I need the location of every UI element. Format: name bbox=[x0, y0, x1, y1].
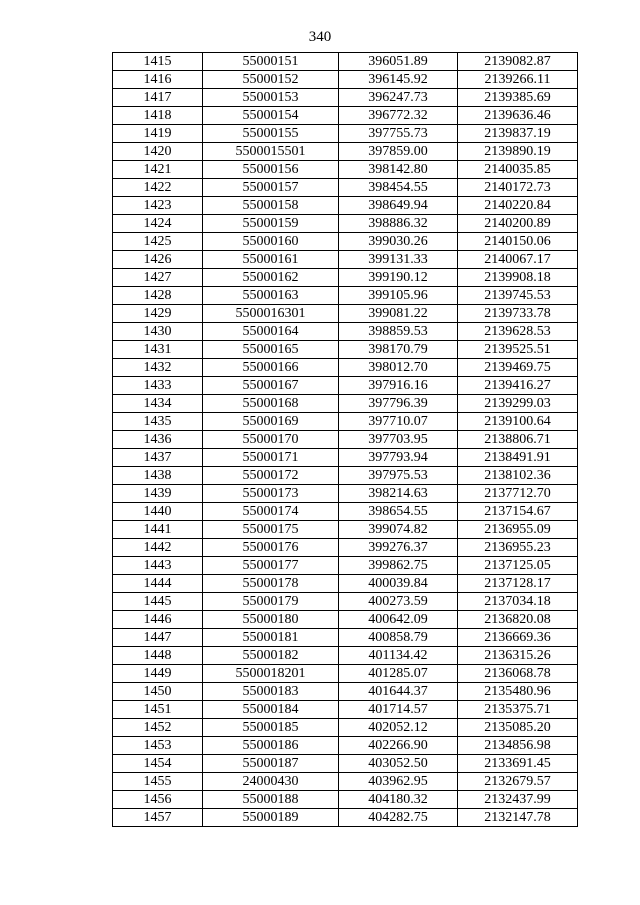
table-row bbox=[113, 449, 578, 467]
x-coordinate-cell: 400642.09 bbox=[339, 611, 458, 629]
point-id-cell: 55000161 bbox=[203, 251, 339, 269]
y-coordinate-cell: 2140150.06 bbox=[458, 233, 578, 251]
table-row bbox=[113, 215, 578, 233]
point-number-cell: 1439 bbox=[113, 485, 203, 503]
x-coordinate-cell: 398454.55 bbox=[339, 179, 458, 197]
x-coordinate-cell: 404282.75 bbox=[339, 809, 458, 827]
table-row bbox=[113, 773, 578, 791]
y-coordinate-cell: 2139266.11 bbox=[458, 71, 578, 89]
point-number-cell: 1451 bbox=[113, 701, 203, 719]
point-number-cell: 1428 bbox=[113, 287, 203, 305]
x-coordinate-cell: 398859.53 bbox=[339, 323, 458, 341]
table-row bbox=[113, 143, 578, 161]
table-row bbox=[113, 737, 578, 755]
y-coordinate-cell: 2136315.26 bbox=[458, 647, 578, 665]
point-id-cell: 55000176 bbox=[203, 539, 339, 557]
point-number-cell: 1420 bbox=[113, 143, 203, 161]
x-coordinate-cell: 402052.12 bbox=[339, 719, 458, 737]
point-number-cell: 1434 bbox=[113, 395, 203, 413]
table-row bbox=[113, 791, 578, 809]
x-coordinate-cell: 398886.32 bbox=[339, 215, 458, 233]
point-number-cell: 1454 bbox=[113, 755, 203, 773]
point-id-cell: 55000180 bbox=[203, 611, 339, 629]
table-row bbox=[113, 395, 578, 413]
point-number-cell: 1433 bbox=[113, 377, 203, 395]
x-coordinate-cell: 396772.32 bbox=[339, 107, 458, 125]
page-number: 340 bbox=[308, 29, 332, 45]
point-number-cell: 1431 bbox=[113, 341, 203, 359]
point-number-cell: 1425 bbox=[113, 233, 203, 251]
table-row bbox=[113, 53, 578, 71]
point-number-cell: 1453 bbox=[113, 737, 203, 755]
point-number-cell: 1450 bbox=[113, 683, 203, 701]
x-coordinate-cell: 399105.96 bbox=[339, 287, 458, 305]
table-row bbox=[113, 755, 578, 773]
x-coordinate-cell: 397796.39 bbox=[339, 395, 458, 413]
table-row bbox=[113, 161, 578, 179]
x-coordinate-cell: 398012.70 bbox=[339, 359, 458, 377]
x-coordinate-cell: 399131.33 bbox=[339, 251, 458, 269]
point-number-cell: 1418 bbox=[113, 107, 203, 125]
x-coordinate-cell: 397793.94 bbox=[339, 449, 458, 467]
point-id-cell: 55000184 bbox=[203, 701, 339, 719]
point-id-cell: 55000181 bbox=[203, 629, 339, 647]
y-coordinate-cell: 2139837.19 bbox=[458, 125, 578, 143]
x-coordinate-cell: 396145.92 bbox=[339, 71, 458, 89]
point-id-cell: 5500018201 bbox=[203, 665, 339, 683]
point-number-cell: 1443 bbox=[113, 557, 203, 575]
x-coordinate-cell: 398170.79 bbox=[339, 341, 458, 359]
point-number-cell: 1419 bbox=[113, 125, 203, 143]
y-coordinate-cell: 2139733.78 bbox=[458, 305, 578, 323]
y-coordinate-cell: 2137128.17 bbox=[458, 575, 578, 593]
x-coordinate-cell: 404180.32 bbox=[339, 791, 458, 809]
x-coordinate-cell: 398142.80 bbox=[339, 161, 458, 179]
point-id-cell: 55000183 bbox=[203, 683, 339, 701]
y-coordinate-cell: 2135480.96 bbox=[458, 683, 578, 701]
x-coordinate-cell: 396247.73 bbox=[339, 89, 458, 107]
table-row bbox=[113, 107, 578, 125]
point-number-cell: 1421 bbox=[113, 161, 203, 179]
x-coordinate-cell: 401285.07 bbox=[339, 665, 458, 683]
x-coordinate-cell: 401714.57 bbox=[339, 701, 458, 719]
point-number-cell: 1415 bbox=[113, 53, 203, 71]
point-id-cell: 55000171 bbox=[203, 449, 339, 467]
point-number-cell: 1456 bbox=[113, 791, 203, 809]
point-id-cell: 55000169 bbox=[203, 413, 339, 431]
y-coordinate-cell: 2139100.64 bbox=[458, 413, 578, 431]
table-row bbox=[113, 593, 578, 611]
point-number-cell: 1452 bbox=[113, 719, 203, 737]
y-coordinate-cell: 2137034.18 bbox=[458, 593, 578, 611]
table-row bbox=[113, 251, 578, 269]
point-id-cell: 55000178 bbox=[203, 575, 339, 593]
y-coordinate-cell: 2132147.78 bbox=[458, 809, 578, 827]
point-id-cell: 55000179 bbox=[203, 593, 339, 611]
point-id-cell: 55000172 bbox=[203, 467, 339, 485]
point-number-cell: 1445 bbox=[113, 593, 203, 611]
point-number-cell: 1429 bbox=[113, 305, 203, 323]
y-coordinate-cell: 2137154.67 bbox=[458, 503, 578, 521]
x-coordinate-cell: 399862.75 bbox=[339, 557, 458, 575]
y-coordinate-cell: 2140200.89 bbox=[458, 215, 578, 233]
point-number-cell: 1441 bbox=[113, 521, 203, 539]
point-number-cell: 1449 bbox=[113, 665, 203, 683]
point-id-cell: 55000177 bbox=[203, 557, 339, 575]
table-row bbox=[113, 611, 578, 629]
point-id-cell: 24000430 bbox=[203, 773, 339, 791]
point-id-cell: 55000158 bbox=[203, 197, 339, 215]
x-coordinate-cell: 397703.95 bbox=[339, 431, 458, 449]
y-coordinate-cell: 2134856.98 bbox=[458, 737, 578, 755]
table-row bbox=[113, 197, 578, 215]
point-number-cell: 1432 bbox=[113, 359, 203, 377]
x-coordinate-cell: 397710.07 bbox=[339, 413, 458, 431]
x-coordinate-cell: 399030.26 bbox=[339, 233, 458, 251]
table-row bbox=[113, 557, 578, 575]
y-coordinate-cell: 2139299.03 bbox=[458, 395, 578, 413]
table-row bbox=[113, 359, 578, 377]
point-id-cell: 55000185 bbox=[203, 719, 339, 737]
point-number-cell: 1422 bbox=[113, 179, 203, 197]
point-id-cell: 55000162 bbox=[203, 269, 339, 287]
point-id-cell: 5500016301 bbox=[203, 305, 339, 323]
x-coordinate-cell: 398214.63 bbox=[339, 485, 458, 503]
table-row bbox=[113, 701, 578, 719]
point-id-cell: 55000166 bbox=[203, 359, 339, 377]
y-coordinate-cell: 2140067.17 bbox=[458, 251, 578, 269]
table-row bbox=[113, 413, 578, 431]
point-id-cell: 55000151 bbox=[203, 53, 339, 71]
y-coordinate-cell: 2139890.19 bbox=[458, 143, 578, 161]
x-coordinate-cell: 399276.37 bbox=[339, 539, 458, 557]
table-row bbox=[113, 71, 578, 89]
x-coordinate-cell: 399081.22 bbox=[339, 305, 458, 323]
x-coordinate-cell: 401134.42 bbox=[339, 647, 458, 665]
y-coordinate-cell: 2140035.85 bbox=[458, 161, 578, 179]
x-coordinate-cell: 398649.94 bbox=[339, 197, 458, 215]
table-row bbox=[113, 647, 578, 665]
point-number-cell: 1417 bbox=[113, 89, 203, 107]
point-number-cell: 1447 bbox=[113, 629, 203, 647]
point-id-cell: 55000173 bbox=[203, 485, 339, 503]
y-coordinate-cell: 2136955.09 bbox=[458, 521, 578, 539]
y-coordinate-cell: 2138806.71 bbox=[458, 431, 578, 449]
point-id-cell: 55000187 bbox=[203, 755, 339, 773]
point-id-cell: 55000157 bbox=[203, 179, 339, 197]
y-coordinate-cell: 2135085.20 bbox=[458, 719, 578, 737]
x-coordinate-cell: 399190.12 bbox=[339, 269, 458, 287]
y-coordinate-cell: 2139082.87 bbox=[458, 53, 578, 71]
point-id-cell: 55000155 bbox=[203, 125, 339, 143]
x-coordinate-cell: 398654.55 bbox=[339, 503, 458, 521]
table-row bbox=[113, 269, 578, 287]
table-row bbox=[113, 377, 578, 395]
y-coordinate-cell: 2138102.36 bbox=[458, 467, 578, 485]
table-row bbox=[113, 539, 578, 557]
y-coordinate-cell: 2139525.51 bbox=[458, 341, 578, 359]
table-row bbox=[113, 719, 578, 737]
x-coordinate-cell: 402266.90 bbox=[339, 737, 458, 755]
y-coordinate-cell: 2139628.53 bbox=[458, 323, 578, 341]
x-coordinate-cell: 403962.95 bbox=[339, 773, 458, 791]
table-row bbox=[113, 665, 578, 683]
y-coordinate-cell: 2132437.99 bbox=[458, 791, 578, 809]
table-row bbox=[113, 341, 578, 359]
coordinates-table-body bbox=[113, 53, 578, 827]
point-number-cell: 1424 bbox=[113, 215, 203, 233]
x-coordinate-cell: 399074.82 bbox=[339, 521, 458, 539]
y-coordinate-cell: 2140220.84 bbox=[458, 197, 578, 215]
x-coordinate-cell: 397755.73 bbox=[339, 125, 458, 143]
point-number-cell: 1437 bbox=[113, 449, 203, 467]
y-coordinate-cell: 2139385.69 bbox=[458, 89, 578, 107]
point-number-cell: 1448 bbox=[113, 647, 203, 665]
point-number-cell: 1436 bbox=[113, 431, 203, 449]
y-coordinate-cell: 2137125.05 bbox=[458, 557, 578, 575]
table-row bbox=[113, 323, 578, 341]
point-id-cell: 55000170 bbox=[203, 431, 339, 449]
point-id-cell: 55000175 bbox=[203, 521, 339, 539]
y-coordinate-cell: 2136068.78 bbox=[458, 665, 578, 683]
y-coordinate-cell: 2139636.46 bbox=[458, 107, 578, 125]
point-id-cell: 55000156 bbox=[203, 161, 339, 179]
y-coordinate-cell: 2136669.36 bbox=[458, 629, 578, 647]
point-id-cell: 55000154 bbox=[203, 107, 339, 125]
point-number-cell: 1455 bbox=[113, 773, 203, 791]
y-coordinate-cell: 2139745.53 bbox=[458, 287, 578, 305]
table-row bbox=[113, 287, 578, 305]
point-number-cell: 1430 bbox=[113, 323, 203, 341]
table-row bbox=[113, 89, 578, 107]
point-id-cell: 55000174 bbox=[203, 503, 339, 521]
point-id-cell: 55000159 bbox=[203, 215, 339, 233]
y-coordinate-cell: 2139469.75 bbox=[458, 359, 578, 377]
point-number-cell: 1446 bbox=[113, 611, 203, 629]
point-number-cell: 1440 bbox=[113, 503, 203, 521]
point-id-cell: 55000188 bbox=[203, 791, 339, 809]
x-coordinate-cell: 397859.00 bbox=[339, 143, 458, 161]
table-row bbox=[113, 503, 578, 521]
x-coordinate-cell: 397975.53 bbox=[339, 467, 458, 485]
table-row bbox=[113, 485, 578, 503]
x-coordinate-cell: 400039.84 bbox=[339, 575, 458, 593]
point-id-cell: 55000164 bbox=[203, 323, 339, 341]
y-coordinate-cell: 2136955.23 bbox=[458, 539, 578, 557]
point-id-cell: 55000163 bbox=[203, 287, 339, 305]
point-id-cell: 55000160 bbox=[203, 233, 339, 251]
point-id-cell: 55000167 bbox=[203, 377, 339, 395]
point-id-cell: 55000182 bbox=[203, 647, 339, 665]
point-number-cell: 1442 bbox=[113, 539, 203, 557]
point-number-cell: 1423 bbox=[113, 197, 203, 215]
table-row bbox=[113, 467, 578, 485]
table-row bbox=[113, 575, 578, 593]
y-coordinate-cell: 2137712.70 bbox=[458, 485, 578, 503]
coordinates-table bbox=[112, 52, 578, 827]
x-coordinate-cell: 396051.89 bbox=[339, 53, 458, 71]
y-coordinate-cell: 2132679.57 bbox=[458, 773, 578, 791]
table-row bbox=[113, 233, 578, 251]
point-id-cell: 55000189 bbox=[203, 809, 339, 827]
table-row bbox=[113, 683, 578, 701]
y-coordinate-cell: 2138491.91 bbox=[458, 449, 578, 467]
table-row bbox=[113, 431, 578, 449]
y-coordinate-cell: 2139416.27 bbox=[458, 377, 578, 395]
point-number-cell: 1444 bbox=[113, 575, 203, 593]
x-coordinate-cell: 401644.37 bbox=[339, 683, 458, 701]
y-coordinate-cell: 2136820.08 bbox=[458, 611, 578, 629]
y-coordinate-cell: 2133691.45 bbox=[458, 755, 578, 773]
table-row bbox=[113, 629, 578, 647]
y-coordinate-cell: 2140172.73 bbox=[458, 179, 578, 197]
point-id-cell: 55000165 bbox=[203, 341, 339, 359]
x-coordinate-cell: 400273.59 bbox=[339, 593, 458, 611]
x-coordinate-cell: 400858.79 bbox=[339, 629, 458, 647]
table-row bbox=[113, 125, 578, 143]
point-id-cell: 55000186 bbox=[203, 737, 339, 755]
point-id-cell: 55000152 bbox=[203, 71, 339, 89]
table-row bbox=[113, 521, 578, 539]
x-coordinate-cell: 397916.16 bbox=[339, 377, 458, 395]
point-id-cell: 5500015501 bbox=[203, 143, 339, 161]
table-row bbox=[113, 305, 578, 323]
point-number-cell: 1457 bbox=[113, 809, 203, 827]
point-id-cell: 55000168 bbox=[203, 395, 339, 413]
table-row bbox=[113, 179, 578, 197]
point-number-cell: 1438 bbox=[113, 467, 203, 485]
point-number-cell: 1427 bbox=[113, 269, 203, 287]
x-coordinate-cell: 403052.50 bbox=[339, 755, 458, 773]
point-number-cell: 1435 bbox=[113, 413, 203, 431]
point-number-cell: 1426 bbox=[113, 251, 203, 269]
point-id-cell: 55000153 bbox=[203, 89, 339, 107]
y-coordinate-cell: 2135375.71 bbox=[458, 701, 578, 719]
table-row bbox=[113, 809, 578, 827]
point-number-cell: 1416 bbox=[113, 71, 203, 89]
y-coordinate-cell: 2139908.18 bbox=[458, 269, 578, 287]
